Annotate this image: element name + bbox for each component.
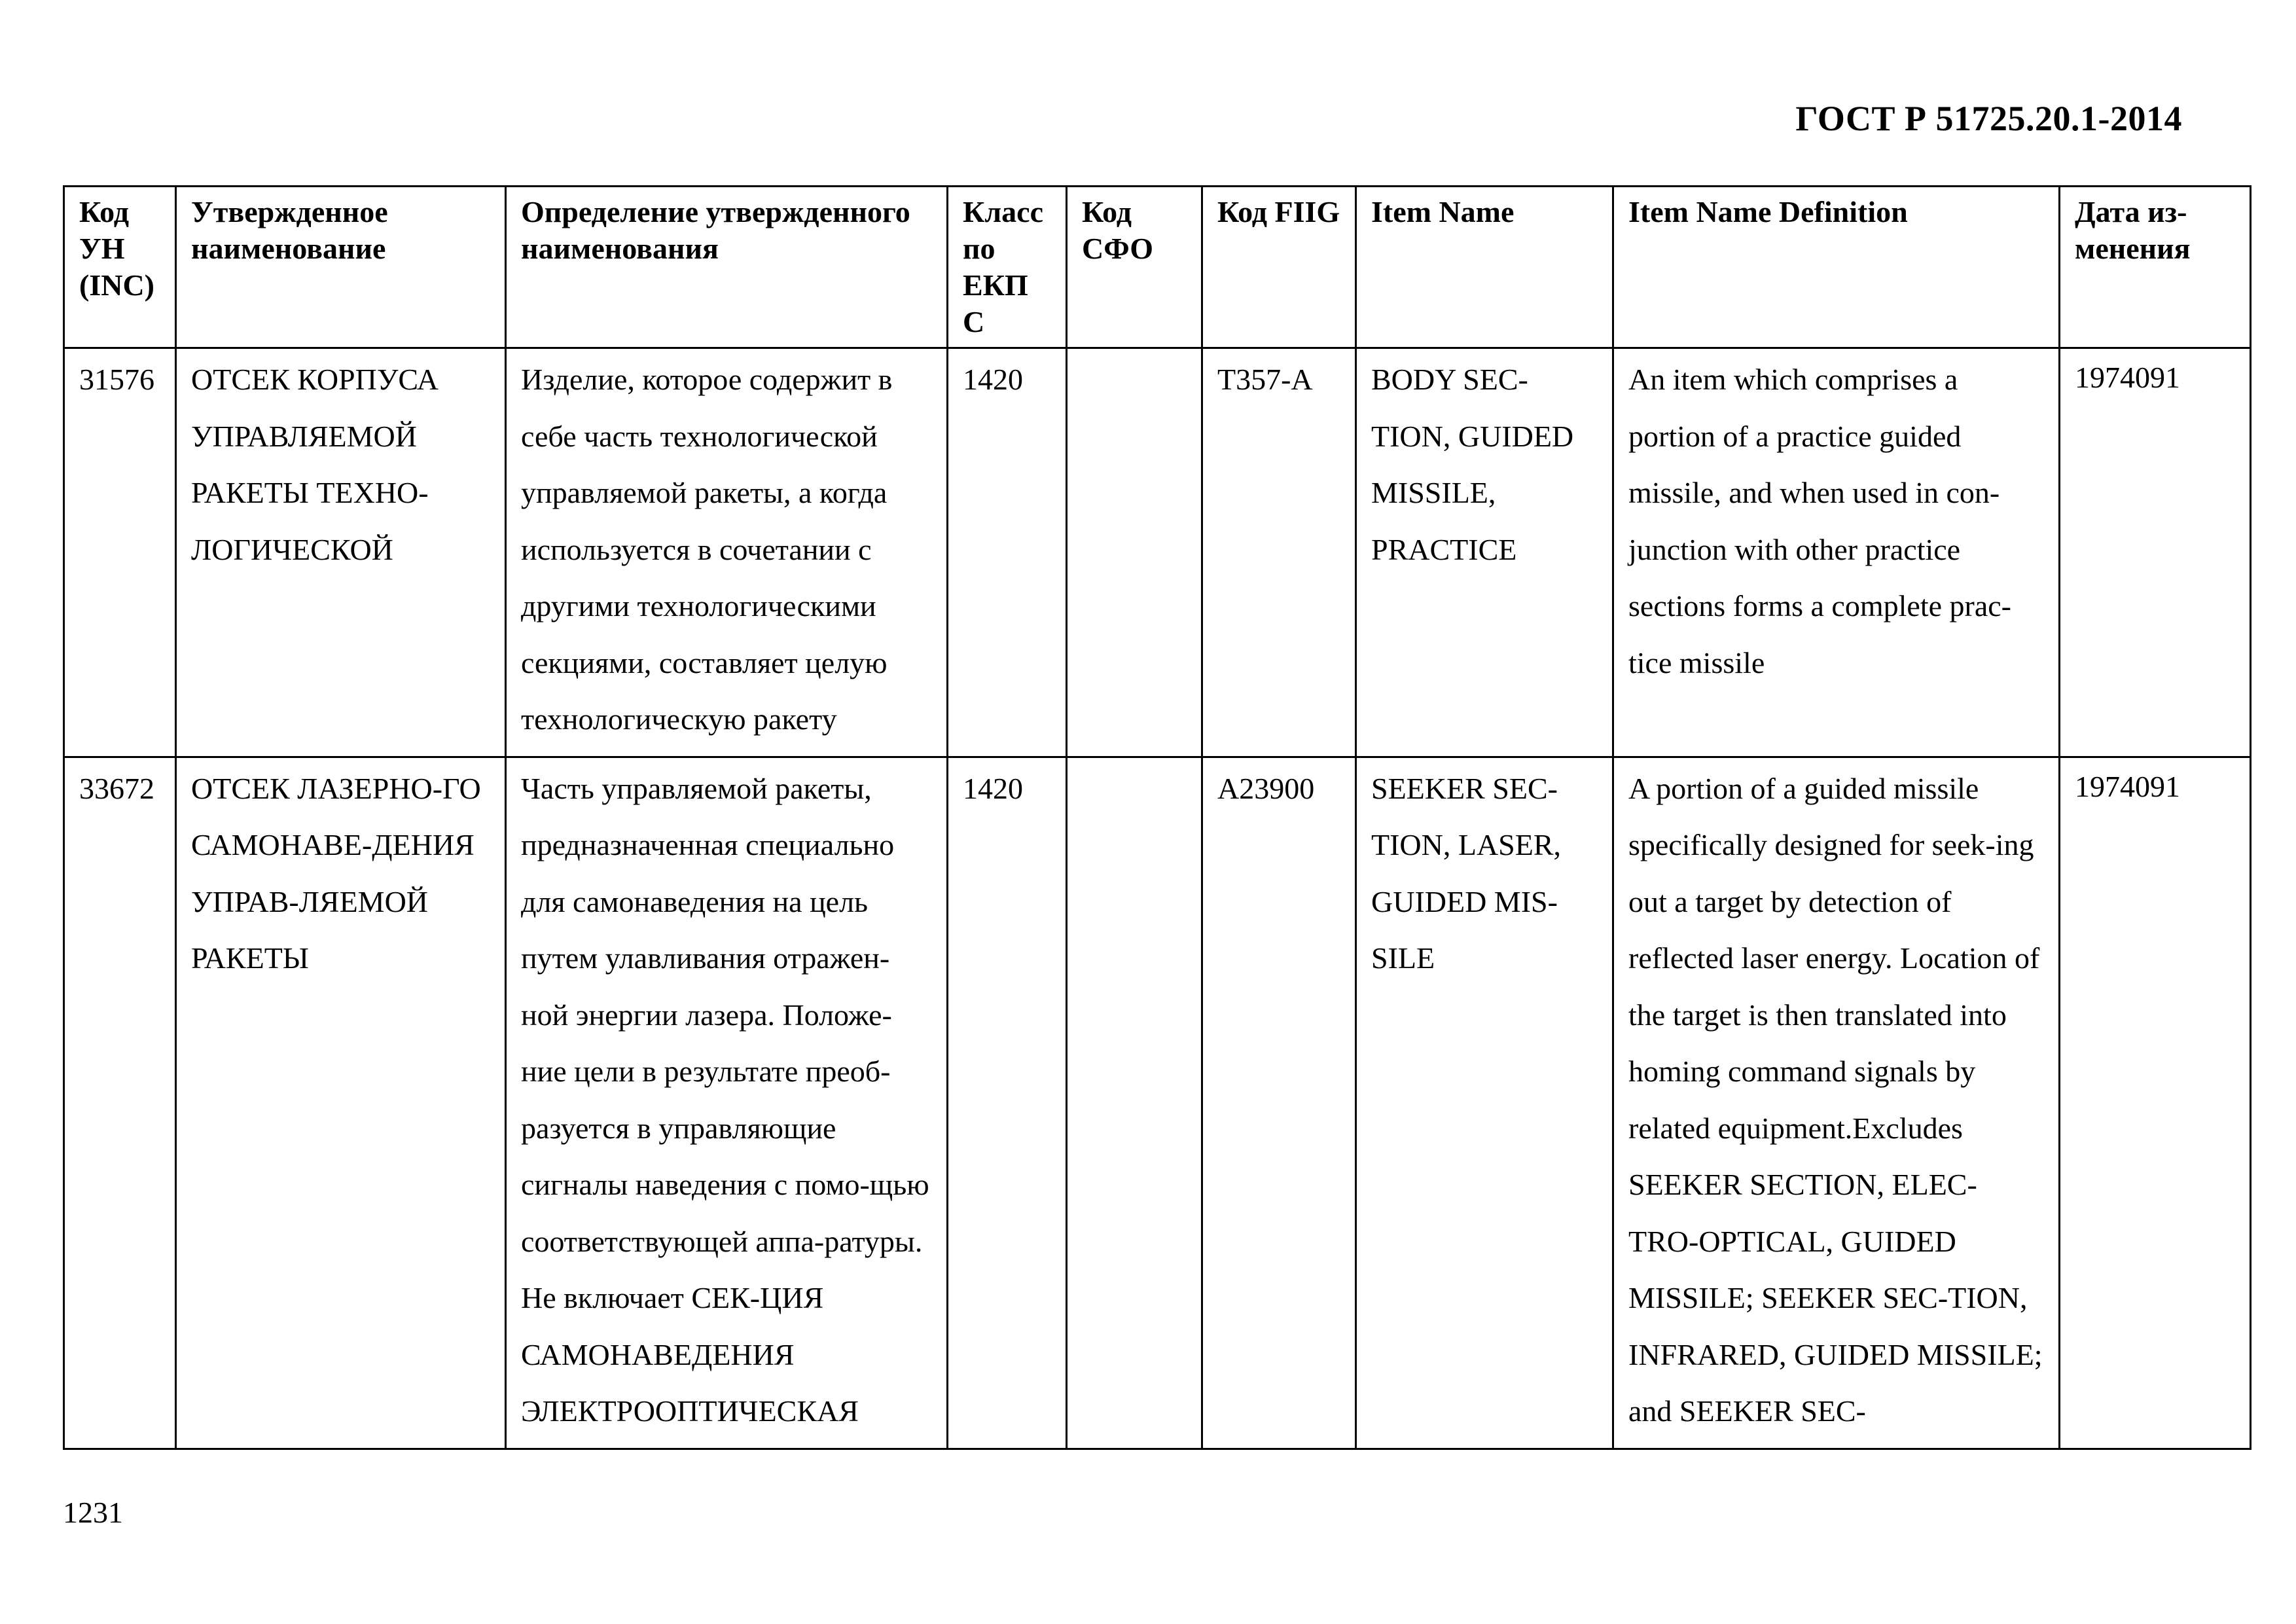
document-code: ГОСТ Р 51725.20.1-2014: [1795, 99, 2182, 138]
cell-definition: Часть управляемой ракеты, предназначенная специально для самонаведения на цель путем улавливания отражен-ной энергии лазера. Положе-ние цели в результате преоб-разуется в управляющие сигналы наведения с помо-щью соответствующей аппа-ратуры. Не включает СЕК-ЦИЯ САМОНАВЕДЕНИЯ ЭЛЕКТРООПТИЧЕСКАЯ: [506, 757, 948, 1449]
col-header-class: Класс по ЕКП С: [948, 187, 1067, 348]
table-row: [64, 757, 2251, 1449]
page-number: 1231: [63, 1496, 123, 1529]
cell-item-name: BODY SEC-TION, GUIDED MISSILE, PRACTICE: [1356, 348, 1613, 757]
cell-inc: 33672: [64, 757, 176, 1449]
cell-inc: 31576: [64, 348, 176, 757]
cell-item-name-definition: A portion of a guided missile specifically designed for seek-ing out a target by detection of reflected laser energy. Location of the target is then translated into homing command signals by related equipment.Excludes SEEKER SECTION, ELEC-TRO-OPTICAL, GUIDED MISSILE; SEEKER SEC-TION, INFRARED, GUIDED MISSILE; and SEEKER SEC-: [1613, 757, 2060, 1449]
cell-class: 1420: [948, 757, 1067, 1449]
col-header-sfo: Код СФО: [1067, 187, 1202, 348]
col-header-inc: Код УН (INC): [64, 187, 176, 348]
cell-item-name: SEEKER SEC-TION, LASER, GUIDED MIS-SILE: [1356, 757, 1613, 1449]
cell-approved-name: ОТСЕК КОРПУСА УПРАВЛЯЕМОЙ РАКЕТЫ ТЕХНО-ЛОГИЧЕСКОЙ: [176, 348, 506, 757]
cell-change-date: 1974091: [2060, 757, 2251, 1449]
nomenclature-table: [63, 185, 2251, 1450]
cell-class: 1420: [948, 348, 1067, 757]
table-row: [64, 348, 2251, 757]
cell-sfo: [1067, 757, 1202, 1449]
cell-sfo: [1067, 348, 1202, 757]
cell-approved-name: ОТСЕК ЛАЗЕРНО-ГО САМОНАВЕ-ДЕНИЯ УПРАВ-ЛЯЕМОЙ РАКЕТЫ: [176, 757, 506, 1449]
cell-item-name-definition: An item which comprises a portion of a practice guided missile, and when used in con-junction with other practice sections forms a complete prac-tice missile: [1613, 348, 2060, 757]
table-header-row: [64, 187, 2251, 348]
cell-fiig: A23900: [1202, 757, 1356, 1449]
col-header-item-name: Item Name: [1356, 187, 1613, 348]
cell-change-date: 1974091: [2060, 348, 2251, 757]
col-header-approved-name: Утвержденное наименование: [176, 187, 506, 348]
col-header-fiig: Код FIIG: [1202, 187, 1356, 348]
col-header-item-name-definition: Item Name Definition: [1613, 187, 2060, 348]
cell-definition: Изделие, которое содержит в себе часть технологической управляемой ракеты, а когда используется в сочетании с другими технологическими секциями, составляет целую технологическую ракету: [506, 348, 948, 757]
cell-fiig: T357-A: [1202, 348, 1356, 757]
col-header-change-date: Дата из-менения: [2060, 187, 2251, 348]
col-header-definition: Определение утвержденного наименования: [506, 187, 948, 348]
